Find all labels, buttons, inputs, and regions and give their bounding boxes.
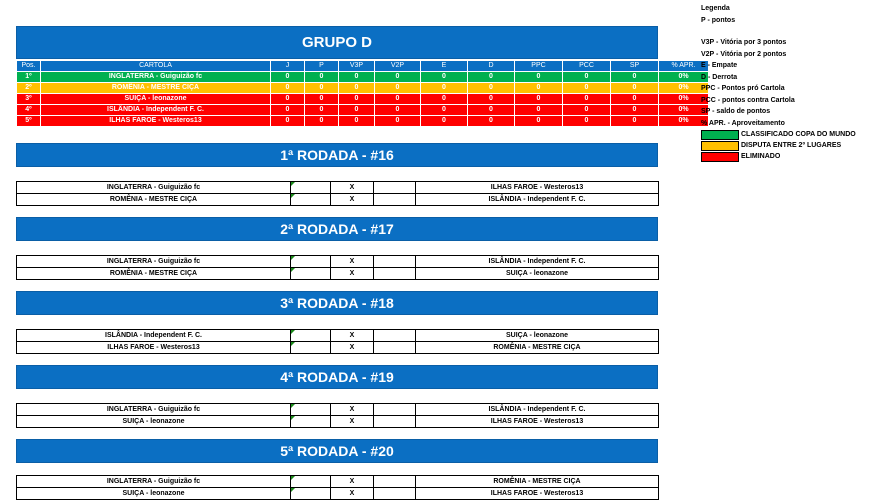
cell-v3p[interactable]: 0 <box>339 105 375 116</box>
round-2-matches <box>16 255 659 280</box>
comment-marker-icon <box>291 182 295 186</box>
cell-sp[interactable]: 0 <box>611 72 659 83</box>
match-row[interactable] <box>17 194 659 206</box>
standings-table <box>16 60 709 127</box>
round-5-matches <box>16 475 659 500</box>
home-score-cell[interactable] <box>291 268 331 280</box>
versus-cell[interactable]: X <box>331 256 374 268</box>
versus-cell[interactable]: X <box>331 416 374 428</box>
away-team-cell[interactable]: ISLÂNDIA - Independent F. C. <box>416 194 659 206</box>
col-header-pcc: PCC <box>563 61 611 72</box>
legend-item: D - Derrota <box>701 73 738 81</box>
cell-pcc[interactable]: 0 <box>563 105 611 116</box>
cell-e[interactable]: 0 <box>421 116 468 127</box>
away-score-cell[interactable] <box>374 194 416 206</box>
cell-p[interactable]: 0 <box>305 116 339 127</box>
legend-item: E - Empate <box>701 62 738 69</box>
cell-p[interactable]: 0 <box>305 72 339 83</box>
away-score-cell[interactable] <box>374 330 416 342</box>
cell-apr[interactable]: 0% <box>659 83 709 94</box>
group-title: GRUPO D <box>16 26 658 59</box>
cell-j[interactable]: 0 <box>271 72 305 83</box>
col-header-apr: % APR. <box>659 61 709 72</box>
legend-swatch-row <box>701 140 869 151</box>
away-team-cell[interactable]: ISLÂNDIA - Independent F. C. <box>416 404 659 416</box>
cell-j[interactable]: 0 <box>271 83 305 94</box>
match-row[interactable] <box>17 416 659 428</box>
home-team-cell[interactable]: INGLATERRA - Guiguizão fc <box>17 404 291 416</box>
cell-j[interactable]: 0 <box>271 116 305 127</box>
cell-pos[interactable]: 1º <box>17 72 41 83</box>
home-team-cell[interactable]: INGLATERRA - Guiguizão fc <box>17 182 291 194</box>
legend-panel <box>701 3 869 162</box>
standings-header-row <box>17 61 709 72</box>
away-team-cell[interactable]: ROMÊNIA - MESTRE CIÇA <box>416 476 659 488</box>
home-score-cell[interactable] <box>291 256 331 268</box>
col-header-j: J <box>271 61 305 72</box>
cell-e[interactable]: 0 <box>421 83 468 94</box>
cell-team[interactable]: ILHAS FAROE - Westeros13 <box>41 116 271 127</box>
cell-p[interactable]: 0 <box>305 105 339 116</box>
match-row[interactable] <box>17 342 659 354</box>
cell-v2p[interactable]: 0 <box>375 116 421 127</box>
home-team-cell[interactable]: INGLATERRA - Guiguizão fc <box>17 476 291 488</box>
match-row[interactable] <box>17 404 659 416</box>
match-row[interactable] <box>17 330 659 342</box>
cell-pcc[interactable]: 0 <box>563 116 611 127</box>
away-team-cell[interactable]: SUIÇA - leonazone <box>416 268 659 280</box>
comment-marker-icon <box>291 268 295 272</box>
cell-v3p[interactable]: 0 <box>339 94 375 105</box>
cell-pcc[interactable]: 0 <box>563 72 611 83</box>
legend-swatch-label: ELIMINADO <box>741 153 781 160</box>
cell-sp[interactable]: 0 <box>611 94 659 105</box>
standings-row[interactable] <box>17 83 709 94</box>
legend-item: % APR. - Aproveitamento <box>701 119 785 127</box>
match-row[interactable] <box>17 268 659 280</box>
round-5-title: 5ª RODADA - #20 <box>16 439 658 463</box>
round-3-title: 3ª RODADA - #18 <box>16 291 658 315</box>
home-score-cell[interactable] <box>291 416 331 428</box>
home-team-cell[interactable]: SUIÇA - leonazone <box>17 488 291 500</box>
legend-title: Legenda <box>701 5 730 12</box>
round-1-matches <box>16 181 659 206</box>
away-score-cell[interactable] <box>374 182 416 194</box>
cell-apr[interactable]: 0% <box>659 116 709 127</box>
home-score-cell[interactable] <box>291 488 331 500</box>
cell-team[interactable]: ISLÂNDIA - Independent F. C. <box>41 105 271 116</box>
away-score-cell[interactable] <box>374 342 416 354</box>
cell-team[interactable]: ROMÊNIA - MESTRE CIÇA <box>41 83 271 94</box>
away-team-cell[interactable]: ILHAS FAROE - Westeros13 <box>416 488 659 500</box>
cell-v2p[interactable]: 0 <box>375 94 421 105</box>
round-1-title: 1ª RODADA - #16 <box>16 143 658 167</box>
versus-cell[interactable]: X <box>331 476 374 488</box>
home-score-cell[interactable] <box>291 342 331 354</box>
cell-ppc[interactable]: 0 <box>515 116 563 127</box>
cell-pos[interactable]: 3º <box>17 94 41 105</box>
legend-item: SP - saldo de pontos <box>701 108 771 115</box>
match-row[interactable] <box>17 182 659 194</box>
versus-cell[interactable]: X <box>331 342 374 354</box>
away-team-cell[interactable]: ISLÂNDIA - Independent F. C. <box>416 256 659 268</box>
legend-swatch-red <box>701 152 739 162</box>
away-team-cell[interactable]: ROMÊNIA - MESTRE CIÇA <box>416 342 659 354</box>
round-4-title: 4ª RODADA - #19 <box>16 365 658 389</box>
cell-ppc[interactable]: 0 <box>515 83 563 94</box>
cell-apr[interactable]: 0% <box>659 72 709 83</box>
home-team-cell[interactable]: ISLÂNDIA - Independent F. C. <box>17 330 291 342</box>
away-score-cell[interactable] <box>374 404 416 416</box>
legend-swatch-label: DISPUTA ENTRE 2º LUGARES <box>741 142 842 149</box>
home-score-cell[interactable] <box>291 182 331 194</box>
col-header-ppc: PPC <box>515 61 563 72</box>
cell-apr[interactable]: 0% <box>659 105 709 116</box>
away-score-cell[interactable] <box>374 268 416 280</box>
cell-pos[interactable]: 5º <box>17 116 41 127</box>
home-team-cell[interactable]: ROMÊNIA - MESTRE CIÇA <box>17 268 291 280</box>
cell-team[interactable]: INGLATERRA - Guiguizão fc <box>41 72 271 83</box>
cell-ppc[interactable]: 0 <box>515 72 563 83</box>
round-4-matches <box>16 403 659 428</box>
round-3-matches <box>16 329 659 354</box>
cell-d[interactable]: 0 <box>468 105 515 116</box>
match-row[interactable] <box>17 488 659 500</box>
home-score-cell[interactable] <box>291 330 331 342</box>
comment-marker-icon <box>291 194 295 198</box>
standings-row[interactable] <box>17 94 709 105</box>
cell-d[interactable]: 0 <box>468 72 515 83</box>
away-score-cell[interactable] <box>374 488 416 500</box>
cell-j[interactable]: 0 <box>271 94 305 105</box>
comment-marker-icon <box>291 342 295 346</box>
standings-row[interactable] <box>17 72 709 83</box>
away-team-cell[interactable]: ILHAS FAROE - Westeros13 <box>416 182 659 194</box>
comment-marker-icon <box>291 416 295 420</box>
col-header-pos: Pos. <box>17 61 41 72</box>
legend-swatch-yellow <box>701 141 739 151</box>
col-header-cartola: CARTOLA <box>41 61 271 72</box>
round-2-title: 2ª RODADA - #17 <box>16 217 658 241</box>
cell-v3p[interactable]: 0 <box>339 83 375 94</box>
comment-marker-icon <box>291 256 295 260</box>
cell-d[interactable]: 0 <box>468 94 515 105</box>
cell-d[interactable]: 0 <box>468 116 515 127</box>
standings-row[interactable] <box>17 105 709 116</box>
cell-v3p[interactable]: 0 <box>339 72 375 83</box>
comment-marker-icon <box>291 330 295 334</box>
legend-swatch-green <box>701 130 739 140</box>
match-row[interactable] <box>17 476 659 488</box>
away-team-cell[interactable]: SUIÇA - leonazone <box>416 330 659 342</box>
cell-ppc[interactable]: 0 <box>515 105 563 116</box>
home-score-cell[interactable] <box>291 404 331 416</box>
cell-e[interactable]: 0 <box>421 94 468 105</box>
home-team-cell[interactable]: INGLATERRA - Guiguizão fc <box>17 256 291 268</box>
away-team-cell[interactable]: ILHAS FAROE - Westeros13 <box>416 416 659 428</box>
col-header-v3p: V3P <box>339 61 375 72</box>
comment-marker-icon <box>291 404 295 408</box>
cell-v2p[interactable]: 0 <box>375 105 421 116</box>
away-score-cell[interactable] <box>374 416 416 428</box>
legend-item: V3P - Vitória por 3 pontos <box>701 39 787 46</box>
versus-cell[interactable]: X <box>331 268 374 280</box>
cell-pcc[interactable]: 0 <box>563 94 611 105</box>
home-team-cell[interactable]: ROMÊNIA - MESTRE CIÇA <box>17 194 291 206</box>
cell-pos[interactable]: 4º <box>17 105 41 116</box>
col-header-e: E <box>421 61 468 72</box>
home-team-cell[interactable]: SUIÇA - leonazone <box>17 416 291 428</box>
cell-apr[interactable]: 0% <box>659 94 709 105</box>
cell-sp[interactable]: 0 <box>611 83 659 94</box>
col-header-p: P <box>305 61 339 72</box>
cell-pcc[interactable]: 0 <box>563 83 611 94</box>
cell-v2p[interactable]: 0 <box>375 83 421 94</box>
cell-team[interactable]: SUIÇA - leonazone <box>41 94 271 105</box>
legend-item: V2P - Vitória por 2 pontos <box>701 50 787 58</box>
versus-cell[interactable]: X <box>331 488 374 500</box>
home-score-cell[interactable] <box>291 194 331 206</box>
cell-v3p[interactable]: 0 <box>339 116 375 127</box>
cell-pos[interactable]: 2º <box>17 83 41 94</box>
legend-item: PCC - pontos contra Cartola <box>701 96 795 104</box>
home-team-cell[interactable]: ILHAS FAROE - Westeros13 <box>17 342 291 354</box>
comment-marker-icon <box>291 488 295 492</box>
away-score-cell[interactable] <box>374 256 416 268</box>
cell-sp[interactable]: 0 <box>611 105 659 116</box>
cell-sp[interactable]: 0 <box>611 116 659 127</box>
match-row[interactable] <box>17 256 659 268</box>
cell-p[interactable]: 0 <box>305 94 339 105</box>
versus-cell[interactable]: X <box>331 404 374 416</box>
away-score-cell[interactable] <box>374 476 416 488</box>
versus-cell[interactable]: X <box>331 330 374 342</box>
legend-item: P - pontos <box>701 16 736 24</box>
legend-swatch-label: CLASSIFICADO COPA DO MUNDO <box>741 131 856 138</box>
col-header-sp: SP <box>611 61 659 72</box>
standings-row[interactable] <box>17 116 709 127</box>
cell-d[interactable]: 0 <box>468 83 515 94</box>
cell-ppc[interactable]: 0 <box>515 94 563 105</box>
cell-p[interactable]: 0 <box>305 83 339 94</box>
versus-cell[interactable]: X <box>331 194 374 206</box>
cell-e[interactable]: 0 <box>421 105 468 116</box>
legend-swatch-row <box>701 129 869 140</box>
col-header-d: D <box>468 61 515 72</box>
cell-j[interactable]: 0 <box>271 105 305 116</box>
versus-cell[interactable]: X <box>331 182 374 194</box>
col-header-v2p: V2P <box>375 61 421 72</box>
legend-swatch-row <box>701 151 869 162</box>
comment-marker-icon <box>291 476 295 480</box>
home-score-cell[interactable] <box>291 476 331 488</box>
legend-item: PPC - Pontos pró Cartola <box>701 85 785 92</box>
cell-e[interactable]: 0 <box>421 72 468 83</box>
cell-v2p[interactable]: 0 <box>375 72 421 83</box>
